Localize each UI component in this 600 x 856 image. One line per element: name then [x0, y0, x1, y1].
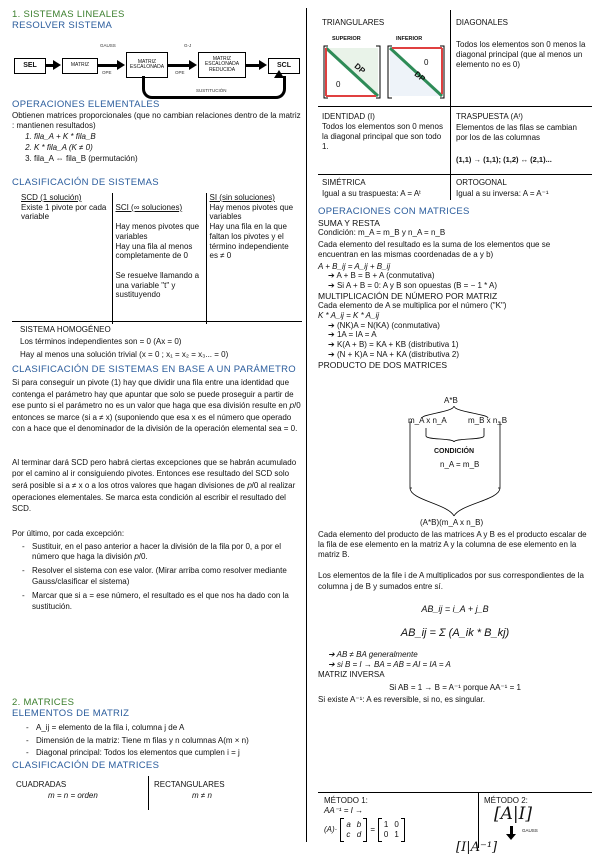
sistema-homogeneo	[12, 321, 302, 359]
prod-desc-2: Los elementos de la file i de A multiplicados por sus correspondientes de la columna j de B y sumados entre sí.	[318, 571, 584, 591]
mult-desc: Cada elemento de A se multiplica por el número ("K")	[318, 301, 507, 311]
mult-formula: K * A_ij = K * A_ij	[318, 310, 379, 320]
clasif-sci-head: SCI (∞ soluciones)	[115, 202, 183, 212]
arrow-icon: ➔	[328, 660, 337, 670]
metodo2-title: MÉTODO 2:	[484, 796, 528, 805]
elem-list	[22, 723, 302, 758]
elem-item: - A_ij = elemento de la fila i, columna j de A	[36, 723, 302, 733]
flow-arrowhead	[53, 60, 61, 70]
param-step: - Sustituir, en el paso anterior a hacer la división de la fila por 0, a por el número que haga la división 𝑝/0.	[32, 542, 302, 564]
identidad-title: IDENTIDAD (I)	[322, 112, 375, 121]
flow-arrowhead	[274, 70, 284, 78]
homog-line-1: Los términos independientes son = 0 (Ax = 0)	[20, 336, 182, 346]
metodo1-matrix-eq	[324, 818, 405, 842]
clasif-scd-body: Existe 1 pivote por cada variable	[21, 202, 107, 222]
suma-formula: A + B_ij = A_ij + B_ij	[318, 261, 391, 271]
cuadradas-formula: m = n = orden	[48, 791, 98, 801]
mult-prop	[328, 330, 592, 340]
product-diagram	[388, 396, 528, 526]
down-arrow-icon	[506, 834, 516, 840]
ortogonal-title: ORTOGONAL	[456, 178, 507, 187]
zero-label: 0	[336, 80, 341, 89]
clasif-scd	[18, 193, 112, 324]
metodo2-top: [A|I]	[494, 804, 532, 824]
left-column	[12, 9, 302, 801]
clasif-si-head: SI (sin soluciones)	[209, 192, 275, 202]
clasificacion-parametro	[12, 365, 302, 615]
mult-prop	[328, 321, 592, 331]
param-steps	[18, 542, 302, 613]
clasif-sci	[112, 193, 206, 324]
flow-arrowhead	[189, 60, 197, 70]
clasif-scd-head: SCD (1 solución)	[21, 192, 82, 202]
param-step: - Marcar que si a = ese número, el resultado es el que nos ha dado con la sustitución.	[32, 591, 302, 613]
param-step: - Resolver el sistema con ese valor. (Mirar arriba como resolver mediante Gauss/clasificar el sistema)	[32, 566, 302, 588]
elem-title: ELEMENTOS DE MATRIZ	[12, 707, 130, 719]
arrow-icon: ➔	[328, 320, 337, 330]
diagonales-desc: Todos los elementos son 0 menos la diagonal principal (que al menos un elemento no es 0)	[456, 40, 586, 69]
inv-formula: Si AB = 1 → B = A⁻¹ porque AA⁻¹ = 1	[389, 682, 521, 692]
prod-left-dim: m_A x n_A	[408, 416, 447, 425]
suma-title: SUMA Y RESTA	[318, 217, 380, 228]
arrow-icon: ➔	[328, 349, 337, 359]
elem-item: - Diagonal principal: Todos los elementos que cumplen i = j	[36, 748, 302, 758]
ops-title: OPERACIONES ELEMENTALES	[12, 99, 160, 110]
opm-title: OPERACIONES CON MATRICES	[318, 206, 470, 217]
suma-props	[328, 271, 592, 291]
section-title-matrices: 2. MATRICES	[12, 697, 75, 708]
matrix-a: (A)·	[324, 825, 338, 835]
operaciones-elementales	[12, 100, 302, 165]
param-title: CLASIFICACIÓN DE SISTEMAS EN BASE A UN PARÁMETRO	[12, 364, 296, 375]
matrix-unknown: a b c d	[340, 818, 367, 842]
grid-hline	[318, 174, 592, 175]
operaciones-matrices	[318, 207, 592, 370]
prod-prop	[328, 650, 592, 660]
clasif-sci-body: Hay menos pivotes que variables Hay una fila al menos completamente de 0 Se resuelve llamando a una variable "t" y sustituyendo	[115, 222, 200, 300]
metodo1-formula: AA⁻¹ = I →	[324, 806, 364, 815]
suma-cond: Condición: m_A = m_B y n_A = n_B	[318, 228, 446, 238]
prod-formula-1: AB_ij = i_A + j_B	[421, 604, 489, 615]
flow-escalonada-box: MATRIZ ESCALONADA	[126, 52, 168, 78]
triangulares-title: TRIANGULARES	[322, 18, 385, 27]
traspuesta-desc: Elementos de las filas se cambian por los de las columnas	[456, 123, 577, 142]
param-paragraph-3: Por último, por cada excepción:	[12, 528, 125, 538]
producto-desc	[318, 530, 592, 705]
subtitle-resolver: RESOLVER SISTEMA	[12, 19, 113, 31]
suma-prop-text: Si A + B = 0: A y B son opuestas (B = − 1 * A)	[336, 281, 498, 291]
matrices-section	[12, 698, 302, 810]
arrow-icon: ➔	[328, 281, 337, 291]
ortogonal-desc: Igual a su inversa: A = A⁻¹	[456, 189, 549, 198]
mult-prop-text: (N + K)A = NA + KA (distributiva 2)	[336, 349, 459, 359]
prod-cond-eq: n_A = m_B	[440, 460, 480, 469]
clasif-table	[18, 193, 300, 324]
clasifm-title: CLASIFICACIÓN DE MATRICES	[12, 760, 160, 772]
dp-label: DP	[412, 69, 427, 84]
homog-line-2: Hay al menos una solución trivial (x = 0 ; x₁ = x₂ = x₃... = 0)	[20, 349, 229, 359]
gauss-label: GAUSS	[522, 828, 538, 833]
ops-description: Obtienen matrices proporcionales (que no cambian relaciones dentro de la matriz : mantienen resultados)	[12, 110, 301, 130]
traspuesta-formula: (1,1) → (1,1); (1,2) ↔ (2,1)...	[456, 155, 552, 164]
ops-list	[12, 132, 302, 163]
prod-right-dim: m_B x n_B	[468, 416, 508, 425]
zero-label: 0	[424, 58, 429, 67]
divider	[148, 776, 149, 810]
prod-formula-2: AB_ij = Σ (A_ik * B_kj)	[400, 627, 510, 639]
mult-prop	[328, 350, 592, 360]
clasifm-table	[12, 776, 302, 810]
prod-props	[328, 650, 592, 670]
clasif-si-body: Hay menos pivotes que variables Hay una fila en la que faltan los pivotes y el término independiente es ≠ 0	[209, 202, 294, 261]
flow-reducida-box: MATRIZ ESCALONADA REDUCIDA	[198, 52, 246, 78]
suma-desc: Cada elemento del resultado es la suma de los elementos que se encuentran en las mismas coordenadas de a y b)	[318, 240, 551, 259]
prod-prop-text: AB ≠ BA generalmente	[336, 650, 418, 660]
prod-top: A*B	[444, 396, 458, 405]
arrow-icon: ➔	[328, 340, 337, 350]
inferior-label: INFERIOR	[396, 36, 423, 42]
identidad-desc: Todos los elementos son 0 menos la diagonal principal que son todo 1.	[322, 122, 443, 151]
flow-label-gj: G-J	[184, 43, 192, 48]
flow-arrowhead	[259, 60, 267, 70]
column-divider	[306, 8, 307, 842]
flow-arrow	[167, 64, 191, 67]
mult-prop-text: (NK)A = N(KA) (conmutativa)	[336, 320, 440, 330]
superior-matrix	[324, 46, 380, 98]
section-title-sistemas: 1. SISTEMAS LINEALES	[12, 9, 125, 20]
arrow-icon: ➔	[328, 271, 337, 281]
diagonales-title: DIAGONALES	[456, 18, 509, 27]
superior-label: SUPERIOR	[332, 36, 361, 42]
mult-title: MULTIPLICACIÓN DE NÚMERO POR MATRIZ	[318, 290, 498, 301]
triangular-matrices-illustration	[322, 44, 446, 100]
inverse-methods	[318, 792, 592, 855]
prod-bottom: (A*B)(m_A x n_B)	[420, 518, 484, 527]
clasif-si	[206, 193, 300, 324]
simetrica-desc: Igual a su traspuesta: A = Aᵗ	[322, 189, 421, 198]
mult-props	[328, 321, 592, 360]
elem-item: - Dimensión de la matriz: Tiene m filas y n columnas A(m × n)	[36, 736, 302, 746]
flow-scl-box: SCL	[268, 58, 300, 74]
grid-hline	[318, 106, 592, 107]
metodo1-title: MÉTODO 1:	[324, 796, 368, 805]
divider	[318, 792, 592, 793]
cuadradas-label: CUADRADAS	[16, 780, 67, 790]
dp-label: DP	[352, 61, 367, 76]
flow-label-ope: OPE	[102, 70, 112, 75]
identity-matrix: 1 0 0 1	[378, 818, 405, 842]
suma-prop-text: A + B = B + A (conmutativa)	[336, 271, 435, 281]
ops-item: 2. K * fila_A (K ≠ 0)	[34, 143, 302, 153]
grid-vline	[450, 10, 451, 200]
simetrica-title: SIMÉTRICA	[322, 178, 366, 187]
inv-desc: Si existe A⁻¹: A es reversible, si no, es singular.	[318, 695, 485, 705]
ops-item: 3. fila_A ⇔ fila_B (permutación)	[34, 154, 302, 164]
flow-label-sustitucion: SUSTITUCIÓN	[196, 88, 227, 93]
prod-cond-label: CONDICIÓN	[434, 448, 475, 455]
matrix-types-grid	[318, 10, 592, 200]
clasificacion-sistemas	[12, 178, 302, 324]
flow-label-ope: OPE	[175, 70, 185, 75]
equals-sign: =	[370, 825, 375, 835]
flow-arrowhead	[117, 60, 125, 70]
prod-desc-1: Cada elemento del producto de las matrices A y B es el producto escalar de la fila de ese elemento en la matriz A y la columna de ese elemento en la matriz B.	[318, 530, 587, 559]
inv-title: MATRIZ INVERSA	[318, 669, 385, 679]
clasif-title: CLASIFICACIÓN DE SISTEMAS	[12, 177, 159, 188]
prod-prop-text: si B = I → BA = AB = AI = IA = A	[336, 660, 451, 670]
mult-prop-text: K(A + B) = KA + KB (distributiva 1)	[336, 340, 459, 350]
flow-arrow	[97, 64, 119, 67]
ops-item: 1. fila_A + K * fila_B	[34, 132, 302, 142]
suma-prop	[328, 281, 592, 291]
param-paragraph-1: Si para conseguir un pivote (1) hay que dividir una fila entre una identidad que contenga el parámetro hay que apuntar que solo se puede proseguir a partir de ese punto si el parámetro no es un valor que haga que esa división resulte en 𝑝/0 entonces se marce (si a ≠ x) (suponiendo que esa x es el número que operado con a hace que el denominador de la división de la operación elemental sea = 0.	[12, 377, 301, 434]
prod-prop	[328, 660, 592, 670]
rectangulares-formula: m ≠ n	[192, 791, 212, 801]
param-paragraph-2: Al terminar dará SCD pero habrá ciertas excepciones que se habrán acumulado por el camino al ir consiguiendo pivotes. Entonces ese resultado del SCD solo será posible si a ≠ x o a los otros valores que hagan divisiones de 𝑝/0 al realizar operaciones elementales. Se marca esta condición al escribir el resultado del SCD.	[12, 457, 297, 514]
arrow-icon: ➔	[328, 330, 337, 340]
mult-prop-text: 1A = IA = A	[336, 330, 377, 340]
prod-title: PRODUCTO DE DOS MATRICES	[318, 359, 448, 370]
flow-label-gauss: GAUSS	[100, 43, 116, 48]
rectangulares-label: RECTANGULARES	[154, 780, 225, 790]
arrow-icon: ➔	[328, 650, 337, 660]
suma-prop	[328, 271, 592, 281]
traspuesta-title: TRASPUESTA (Aᵗ)	[456, 112, 523, 121]
homog-title: SISTEMA HOMOGÉNEO	[20, 325, 111, 334]
metodo2-bottom: [I|A⁻¹]	[456, 840, 498, 855]
flow-matriz-box: MATRIZ	[62, 58, 98, 74]
mult-prop	[328, 340, 592, 350]
flow-sel-box: SEL	[14, 58, 46, 74]
